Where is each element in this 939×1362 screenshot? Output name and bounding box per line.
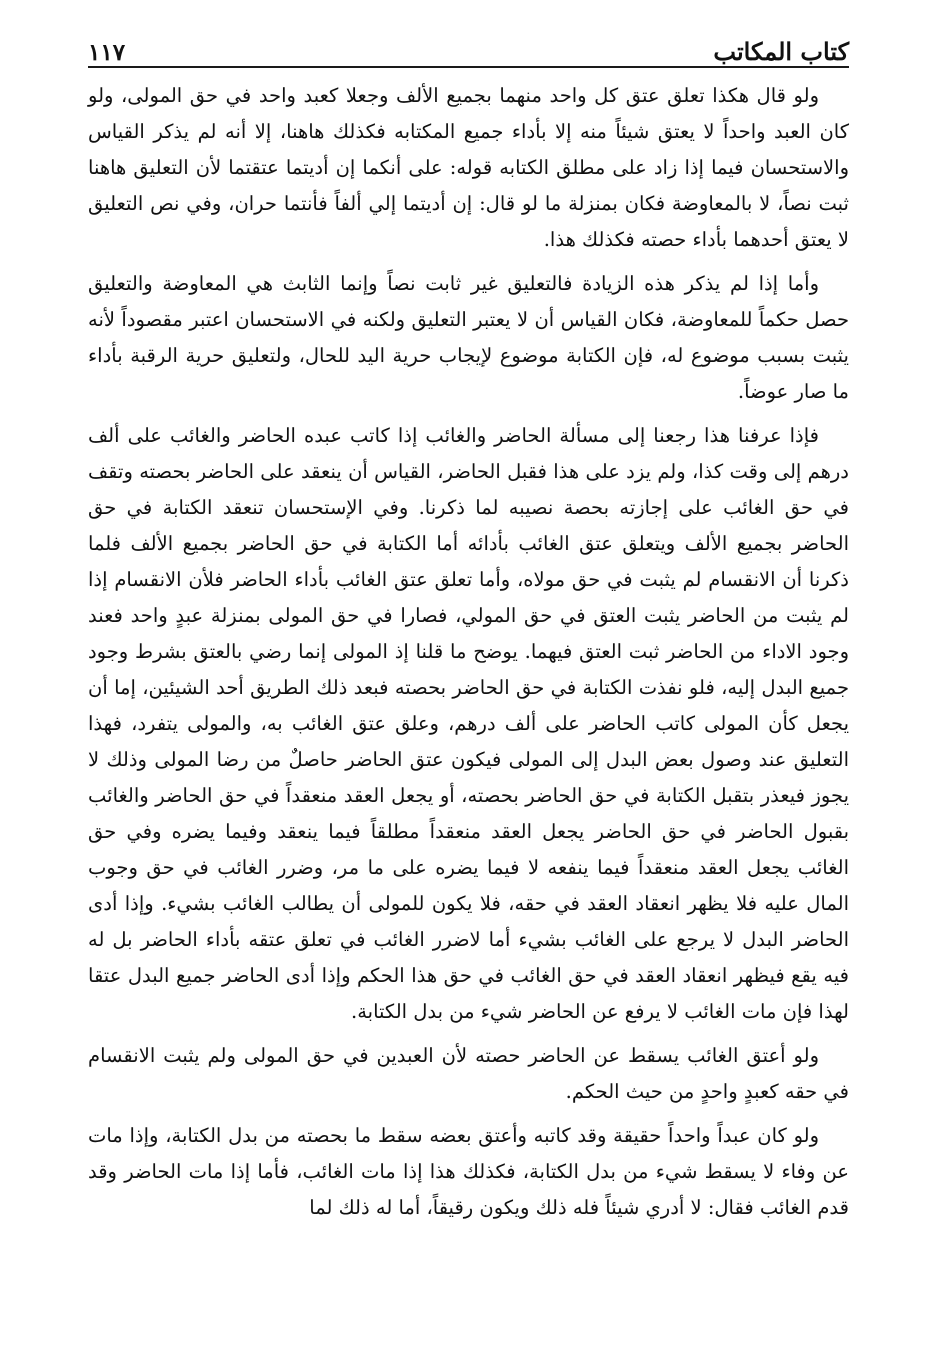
paragraph-5: ولو كان عبداً واحداً حقيقة وقد كاتبه وأعتق بعضه سقط ما بحصته من بدل الكتابة، وإذا مات عن وفاء لا يسقط شيء من بدل الكتابة، فكذلك هذا إذا مات الغائب، فأما إذا مات الحاضر وقد قدم الغائب فقال: لا أدري شيئاً فله ذلك ويكون رقيقاً، أما له ذلك لما xyxy=(88,1124,849,1219)
paragraph-1: ولو قال هكذا تعلق عتق كل واحد منهما بجميع الألف وجعلا كعبد واحد في حق المولى، ولو كان العبد واحداً لا يعتق شيئاً منه إلا بأداء جميع المكتابه فكذلك هاهنا، إلا أنه لم يذكر القياس والاستحسان فيما إذا زاد على مطلق الكتابه قوله: على أنكما إن أديتما عتقتما لأن التعليق هاهنا ثبت نصاً، لا بالمعاوضة فكان بمنزلة ما لو قال: إن أديتما إلي ألفاً فأنتما حران، وفي نص التعليق لا يعتق أحدهما بأداء حصته فكذلك هذا. xyxy=(88,84,849,251)
paragraph-4: ولو أعتق الغائب يسقط عن الحاضر حصته لأن العبدين في حق المولى ولم يثبت الانقسام في حقه كعبدٍ واحدٍ من حيث الحكم. xyxy=(88,1044,849,1103)
header-divider xyxy=(88,66,849,68)
page-number: ١١٧ xyxy=(88,39,126,66)
page-body xyxy=(88,78,849,1234)
paragraph-3: فإذا عرفنا هذا رجعنا إلى مسألة الحاضر والغائب إذا كاتب عبده الحاضر والغائب على ألف درهم إلى وقت كذا، ولم يزد على هذا فقبل الحاضر، القياس أن ينعقد على الحاضر بحصته وتقف في حق الغائب على إجازته بحصة نصيبه لما ذكرنا. وفي الإستحسان تنعقد الكتابة في حق الحاضر بجميع الألف ويتعلق عتق الغائب بأدائه أما الكتابة في حق الحاضر بجميع الألف فلما ذكرنا أن الانقسام لم يثبت في حق مولاه، وأما تعلق عتق الغائب بأداء الحاضر فلأن الانقسام إذا لم يثبت من الحاضر يثبت العتق في حق المولي، فصارا في حق المولى بمنزلة عبدٍ واحد فعند وجود الاداء من الحاضر ثبت العتق فيهما. يوضح ما قلنا إذ المولى إنما رضي بالعتق بشرط وجود جميع البدل إليه، فلو نفذت الكتابة في حق الحاضر بحصته فبعد ذلك الطريق أحد الشيئين، إما أن يجعل كأن المولى كاتب الحاضر على ألف درهم، وعلق عتق الغائب به، والمولى يتفرد، فهذا التعليق عند وصول بعض البدل إلى المولى فيكون عتق الحاضر حاصلٌ من رضا المولى وذلك لا يجوز فيعذر بتقبل الكتابة في حق الحاضر بحصته، أو يجعل العقد منعقداً في حق الحاضر والغائب بقبول الحاضر في حق الحاضر يجعل العقد منعقداً مطلقاً فيما ينعقد وفيما يضره وفي حق الغائب يجعل العقد منعقداً فيما ينفعه لا فيما يضره على ما مر، وضرر الغائب في حق وجوب المال عليه فلا يظهر انعقاد العقد في حقه، فلا يكون للمولى أن يطالب الغائب بشيء. وإذا أدى الحاضر البدل لا يرجع على الغائب بشيء أما لاضرر الغائب في تعلق عتقه بأداء الحاضر بل له فيه يقع فيظهر انعقاد العقد في حق الغائب في حق هذا الحكم وإذا أدى الحاضر جميع البدل عتقا لهذا فإن مات الغائب لا يرفع عن الحاضر شيء من بدل الكتابة. xyxy=(88,424,849,1023)
paragraph-2: وأما إذا لم يذكر هذه الزيادة فالتعليق غير ثابت نصاً وإنما الثابث هي المعاوضة والتعليق حصل حكماً للمعاوضة، فكان القياس أن لا يعتبر التعليق ولكنه في الاستحسان اعتبر مقصوداً لأنه يثبت بسبب موضوع له، فإن الكتابة موضوع لإيجاب حرية اليد للحال، ولتعليق حرية الرقبة بأداء ما صار عوضاً. xyxy=(88,272,849,403)
chapter-title: كتاب المكاتب xyxy=(713,37,849,66)
running-header xyxy=(88,22,849,64)
